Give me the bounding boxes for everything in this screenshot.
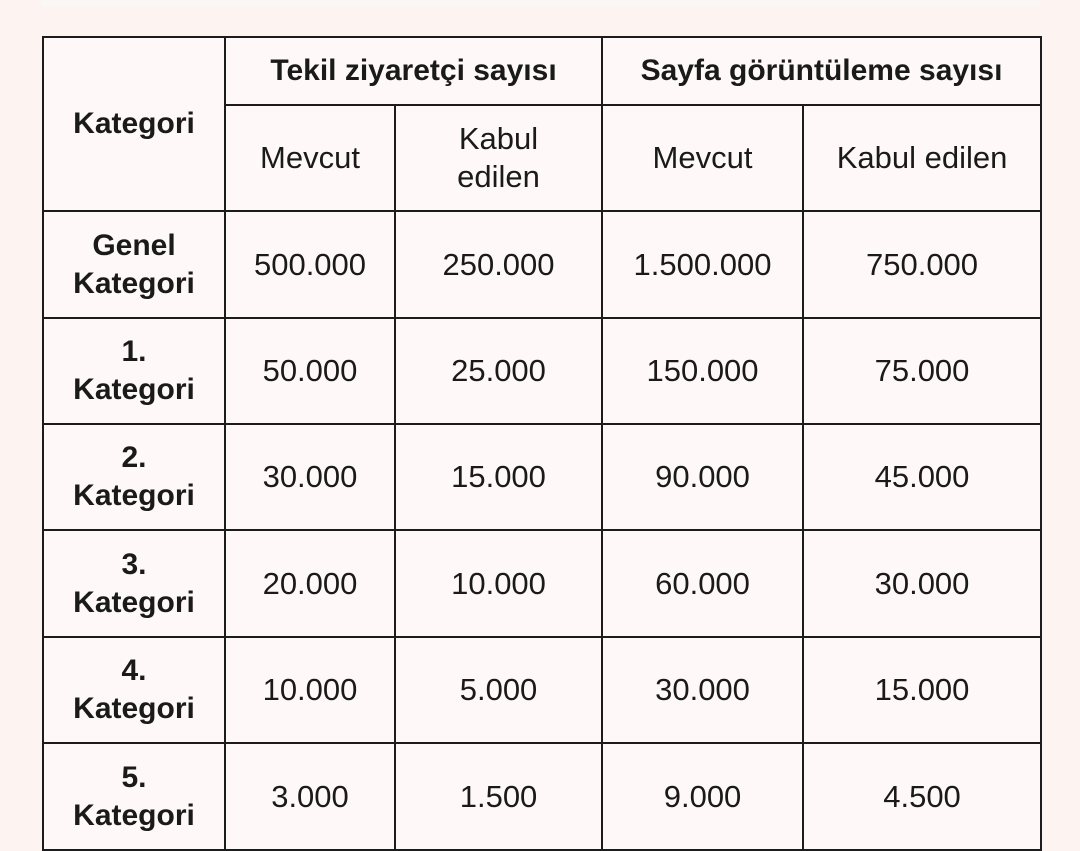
table-row: [43, 211, 1041, 318]
table-cell: 60.000: [602, 530, 803, 637]
header-kategori: Kategori: [43, 37, 225, 211]
table-cell: 9.000: [602, 743, 803, 850]
table-cell: 150.000: [602, 318, 803, 424]
table-row: [43, 530, 1041, 637]
header-row-group: [43, 37, 1041, 105]
table-cell: 1.500.000: [602, 211, 803, 318]
table-cell: 10.000: [395, 530, 602, 637]
subheader-kabul-edilen-1: Kabul edilen: [395, 105, 602, 211]
table-cell: 20.000: [225, 530, 395, 637]
table-row: [43, 318, 1041, 424]
row-label: Genel Kategori: [43, 211, 225, 318]
row-label: 3. Kategori: [43, 530, 225, 637]
table-cell: 45.000: [803, 424, 1041, 530]
top-strip: [42, 0, 1040, 6]
header-tekil-ziyaretci: Tekil ziyaretçi sayısı: [225, 37, 602, 105]
subheader-mevcut-1: Mevcut: [225, 105, 395, 211]
table-row: [43, 743, 1041, 850]
table-row: [43, 424, 1041, 530]
subheader-mevcut-2: Mevcut: [602, 105, 803, 211]
row-label: 1. Kategori: [43, 318, 225, 424]
row-label: 2. Kategori: [43, 424, 225, 530]
table-cell: 15.000: [803, 637, 1041, 743]
table-cell: 75.000: [803, 318, 1041, 424]
header-sayfa-goruntuleme: Sayfa görüntüleme sayısı: [602, 37, 1041, 105]
table-row: [43, 637, 1041, 743]
table-cell: 1.500: [395, 743, 602, 850]
kategori-table: [42, 36, 1042, 851]
table-cell: 30.000: [602, 637, 803, 743]
table-cell: 250.000: [395, 211, 602, 318]
row-label: 4. Kategori: [43, 637, 225, 743]
table-cell: 30.000: [225, 424, 395, 530]
table-cell: 500.000: [225, 211, 395, 318]
table-cell: 90.000: [602, 424, 803, 530]
table-cell: 3.000: [225, 743, 395, 850]
subheader-kabul-edilen-2: Kabul edilen: [803, 105, 1041, 211]
table-cell: 750.000: [803, 211, 1041, 318]
table-cell: 10.000: [225, 637, 395, 743]
table-cell: 4.500: [803, 743, 1041, 850]
table-cell: 15.000: [395, 424, 602, 530]
table-cell: 50.000: [225, 318, 395, 424]
row-label: 5. Kategori: [43, 743, 225, 850]
table-cell: 30.000: [803, 530, 1041, 637]
table-cell: 25.000: [395, 318, 602, 424]
table-cell: 5.000: [395, 637, 602, 743]
